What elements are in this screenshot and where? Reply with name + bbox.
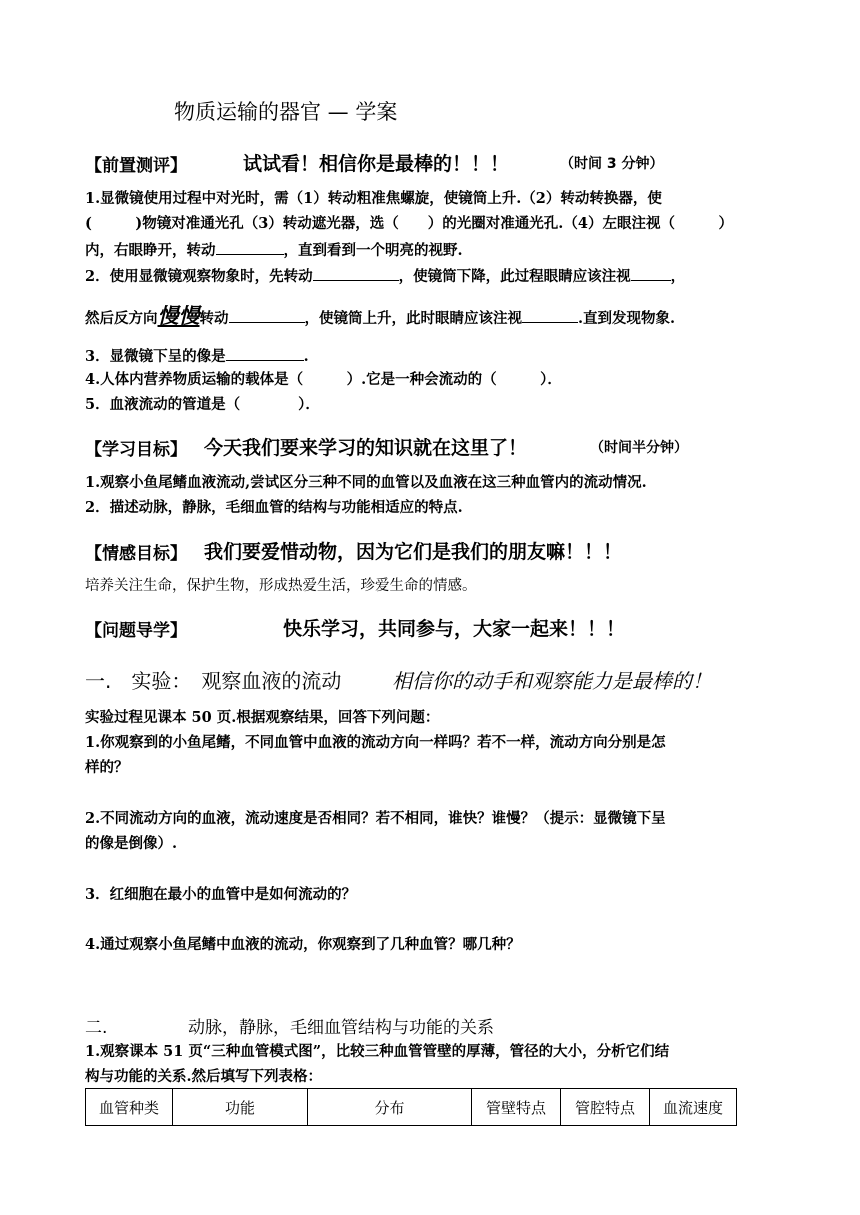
pre-test-time: （时间 3 分钟）: [560, 156, 664, 172]
question-3-text-a: 3．显微镜下呈的像是: [85, 348, 226, 365]
answer-blank[interactable]: [522, 306, 578, 323]
page-title: 物质运输的器官 — 学案: [174, 100, 398, 124]
answer-blank[interactable]: [226, 344, 304, 361]
emotion-slogan: 我们要爱惜动物，因为它们是我们的朋友嘛！！！: [204, 541, 623, 563]
experiment-question-1-line-1: 1.你观察到的小鱼尾鳍，不同血管中血液的流动方向一样吗？若不一样，流动方向分别是怎: [85, 734, 666, 751]
question-2-text-a: 2．使用显微镜观察物象时，先转动: [85, 268, 313, 285]
answer-blank[interactable]: [313, 264, 399, 281]
question-2-text-e: 转动: [199, 310, 229, 327]
header-lumen-feature: 管腔特点: [561, 1089, 650, 1126]
part-2-title: 动脉，静脉，毛细血管结构与功能的关系: [188, 1018, 494, 1038]
question-1-line-2: ( )物镜对准通光孔（3）转动遮光器，选（ ）的光圈对准通光孔.（4）左眼注视（ ）: [85, 215, 733, 232]
part-2-question-1-line-1: 1.观察课本 51 页“三种血管模式图”，比较三种血管管壁的厚薄，管径的大小，分析它们结: [85, 1043, 670, 1060]
goals-heading: 【学习目标】: [85, 440, 187, 460]
table-header-row: [86, 1089, 737, 1126]
question-2-text-c: ，: [670, 268, 686, 285]
question-1-text-b: ，直到看到一个明亮的视野.: [283, 242, 463, 259]
emotion-text: 培养关注生命，保护生物，形成热爱生活，珍爱生命的情感。: [85, 578, 477, 594]
header-wall-feature: 管壁特点: [472, 1089, 561, 1126]
part-2-question-1-line-2: 构与功能的关系.然后填写下列表格：: [85, 1068, 323, 1085]
question-2-text-b: ，使镜筒下降，此过程眼睛应该注视: [398, 268, 631, 285]
pre-test-heading: 【前置测评】: [85, 156, 187, 176]
experiment-question-3: 3．红细胞在最小的血管中是如何流动的？: [85, 886, 357, 903]
goal-2: 2．描述动脉，静脉，毛细血管的结构与功能相适应的特点.: [85, 499, 463, 516]
header-blood-flow-speed: 血流速度: [650, 1089, 737, 1126]
question-3: [85, 344, 309, 368]
question-2-text-d: 然后反方向: [85, 310, 158, 327]
question-4: 4.人体内营养物质运输的载体是（ ）.它是一种会流动的（ ）．: [85, 371, 562, 388]
answer-blank[interactable]: [216, 238, 284, 255]
guide-heading: 【问题导学】: [85, 621, 187, 641]
question-1-line-3: [85, 238, 463, 262]
question-2-text-f: ，使镜筒上升，此时眼睛应该注视: [304, 310, 522, 327]
question-2-line-2: [85, 305, 675, 330]
goals-slogan: 今天我们要来学习的知识就在这里了！: [204, 437, 528, 459]
answer-blank[interactable]: [229, 306, 305, 323]
goals-time: （时间半分钟）: [590, 440, 688, 456]
question-5: 5．血液流动的管道是（ ）．: [85, 396, 320, 413]
emotion-heading: 【情感目标】: [85, 544, 187, 564]
question-1-text-a: 内，右眼睁开，转动: [85, 242, 216, 259]
header-vessel-type: 血管种类: [86, 1089, 173, 1126]
pre-test-slogan: 试试看！相信你是最棒的！！！: [243, 153, 510, 175]
guide-slogan: 快乐学习，共同参与，大家一起来！！！: [283, 618, 626, 640]
experiment-slogan: 相信你的动手和观察能力是最棒的！: [392, 669, 712, 693]
experiment-heading: 一. 实验： 观察血液的流动: [85, 669, 342, 693]
goal-1: 1.观察小鱼尾鳍血液流动,尝试区分三种不同的血管以及血液在这三种血管内的流动情况.: [85, 474, 647, 491]
question-2-line-1: [85, 264, 685, 288]
part-2-number: 二.: [85, 1018, 108, 1038]
experiment-question-2-line-2: 的像是倒像）.: [85, 835, 178, 852]
experiment-question-2-line-1: 2.不同流动方向的血液，流动速度是否相同？若不相同，谁快？谁慢？（提示：显微镜下呈: [85, 810, 666, 827]
header-function: 功能: [173, 1089, 308, 1126]
vessel-comparison-table: [85, 1088, 737, 1126]
experiment-question-1-line-2: 样的？: [85, 759, 129, 776]
answer-blank[interactable]: [631, 264, 671, 281]
experiment-question-4: 4.通过观察小鱼尾鳍中血液的流动，你观察到了几种血管？哪几种？: [85, 936, 521, 953]
slowly-emphasis: 慢慢: [157, 304, 200, 328]
header-distribution: 分布: [308, 1089, 472, 1126]
question-1-line-1: 1.显微镜使用过程中对光时，需（1）转动粗准焦螺旋，使镜筒上升.（2）转动转换器，使: [85, 190, 662, 207]
question-3-text-b: .: [303, 348, 309, 365]
experiment-intro: 实验过程见课本 50 页.根据观察结果，回答下列问题：: [85, 709, 440, 726]
question-2-text-g: .直到发现物象.: [578, 310, 676, 327]
